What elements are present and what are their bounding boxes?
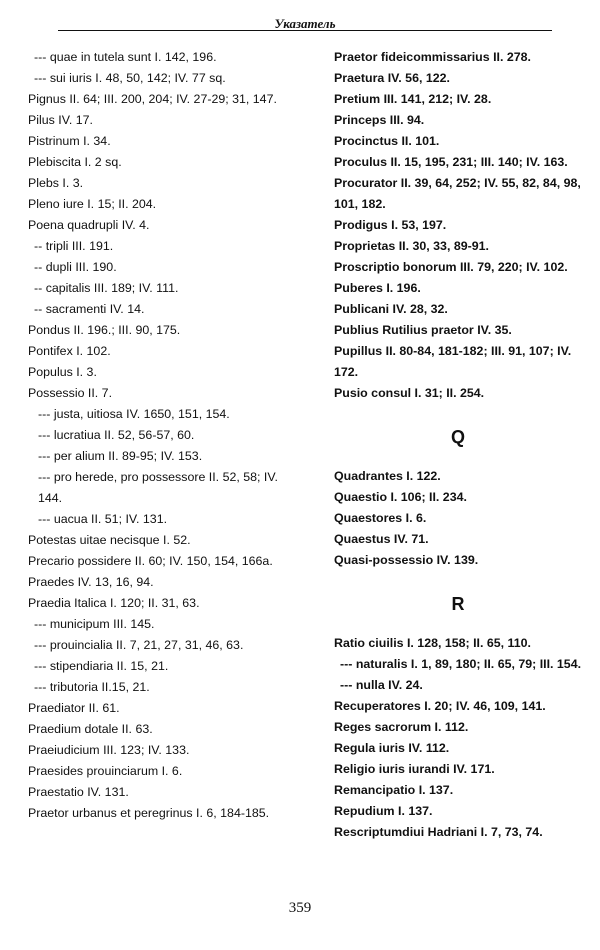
index-entry: Precario possidere II. 60; IV. 150, 154, 166a. [28, 554, 273, 568]
index-entry: Praetor fideicommissarius II. 278. [334, 50, 531, 64]
right-index-column [334, 47, 582, 843]
index-entry: Plebiscita I. 2 sq. [28, 155, 122, 169]
index-entry: --- justa, uitiosa IV. 1650, 151, 154. [38, 407, 230, 421]
index-entry: Pilus IV. 17. [28, 113, 93, 127]
index-entry: Ratio ciuilis I. 128, 158; II. 65, 110. [334, 636, 531, 650]
index-entry: Proculus II. 15, 195, 231; III. 140; IV. 163. [334, 155, 568, 169]
index-entry: Plebs I. 3. [28, 176, 84, 190]
index-entry: Praedes IV. 13, 16, 94. [28, 575, 154, 589]
index-entry: Prodigus I. 53, 197. [334, 218, 447, 232]
index-entry: --- sui iuris I. 48, 50, 142; IV. 77 sq. [34, 71, 226, 85]
section-letter-r: R [451, 594, 465, 614]
index-entry: --- per alium II. 89-95; IV. 153. [38, 449, 203, 463]
index-entry: --- prouincialia II. 7, 21, 27, 31, 46, 63. [34, 638, 244, 652]
index-entry: Reges sacrorum I. 112. [334, 720, 469, 734]
index-entry: --- quae in tutela sunt I. 142, 196. [34, 50, 217, 64]
index-entry: Proscriptio bonorum III. 79, 220; IV. 102. [334, 260, 568, 274]
index-entry: Rescriptumdiui Hadriani I. 7, 73, 74. [334, 825, 543, 839]
index-entry: --- nulla IV. 24. [340, 678, 423, 692]
index-entry: Recuperatores I. 20; IV. 46, 109, 141. [334, 699, 546, 713]
index-entry: Princeps III. 94. [334, 113, 425, 127]
index-entry: Praesides prouinciarum I. 6. [28, 764, 183, 778]
index-entry: --- naturalis I. 1, 89, 180; II. 65, 79; III. 154. [340, 657, 582, 671]
index-entry: Pistrinum I. 34. [28, 134, 111, 148]
index-entry: Pignus II. 64; III. 200, 204; IV. 27-29; 31, 147. [28, 92, 277, 106]
index-entry: Procinctus II. 101. [334, 134, 440, 148]
index-entry: --- tributoria II.15, 21. [34, 680, 150, 694]
page-number: 359 [288, 900, 312, 916]
index-entry: Pleno iure I. 15; II. 204. [28, 197, 157, 211]
index-entry: Praedium dotale II. 63. [28, 722, 153, 736]
index-entry: Pondus II. 196.; III. 90, 175. [28, 323, 181, 337]
index-entry: Regula iuris IV. 112. [334, 741, 450, 755]
index-entry: Puberes I. 196. [334, 281, 421, 295]
index-entry: Praediator II. 61. [28, 701, 120, 715]
index-entry: -- tripli III. 191. [34, 239, 114, 253]
header-title: Указатель [274, 16, 336, 31]
section-letter-q: Q [450, 427, 465, 447]
index-entry: Publicani IV. 28, 32. [334, 302, 448, 316]
index-entry: Quadrantes I. 122. [334, 469, 441, 483]
index-entry: Quaestores I. 6. [334, 511, 427, 525]
index-entry: Potestas uitae necisque I. 52. [28, 533, 191, 547]
index-entry: Possessio II. 7. [28, 386, 113, 400]
index-entry: Publius Rutilius praetor IV. 35. [334, 323, 512, 337]
index-entry: Repudium I. 137. [334, 804, 433, 818]
index-entry: Remancipatio I. 137. [334, 783, 454, 797]
index-entry: -- capitalis III. 189; IV. 111. [34, 281, 179, 295]
index-entry: Praetor urbanus et peregrinus I. 6, 184-185. [28, 806, 270, 820]
index-entry: Quaestus IV. 71. [334, 532, 429, 546]
index-entry: Pusio consul I. 31; II. 254. [334, 386, 485, 400]
index-entry: --- pro herede, pro possessore II. 52, 58; IV. 144. [38, 470, 278, 505]
index-entry: Pontifex I. 102. [28, 344, 111, 358]
index-entry: Praeiudicium III. 123; IV. 133. [28, 743, 190, 757]
index-entry: Praestatio IV. 131. [28, 785, 129, 799]
index-entry: Praedia Italica I. 120; II. 31, 63. [28, 596, 200, 610]
index-entry: --- lucratiua II. 52, 56-57, 60. [38, 428, 195, 442]
running-header [58, 8, 552, 31]
left-index-column [28, 47, 278, 824]
index-entry: Poena quadrupli IV. 4. [28, 218, 150, 232]
index-entry: Proprietas II. 30, 33, 89-91. [334, 239, 489, 253]
index-entry: -- dupli III. 190. [34, 260, 117, 274]
index-entry: --- uacua II. 51; IV. 131. [38, 512, 168, 526]
index-entry: Religio iuris iurandi IV. 171. [334, 762, 495, 776]
index-entry: Populus I. 3. [28, 365, 97, 379]
index-entry: Quasi-possessio IV. 139. [334, 553, 479, 567]
index-entry: --- stipendiaria II. 15, 21. [34, 659, 169, 673]
index-entry: Praetura IV. 56, 122. [334, 71, 450, 85]
index-entry: --- municipum III. 145. [34, 617, 155, 631]
index-entry: Procurator II. 39, 64, 252; IV. 55, 82, 84, 98, 101, 182. [334, 176, 581, 211]
index-entry: Pretium III. 141, 212; IV. 28. [334, 92, 492, 106]
index-entry: Quaestio I. 106; II. 234. [334, 490, 467, 504]
index-entry: -- sacramenti IV. 14. [34, 302, 145, 316]
index-entry: Pupillus II. 80-84, 181-182; III. 91, 107; IV. 172. [334, 344, 572, 379]
